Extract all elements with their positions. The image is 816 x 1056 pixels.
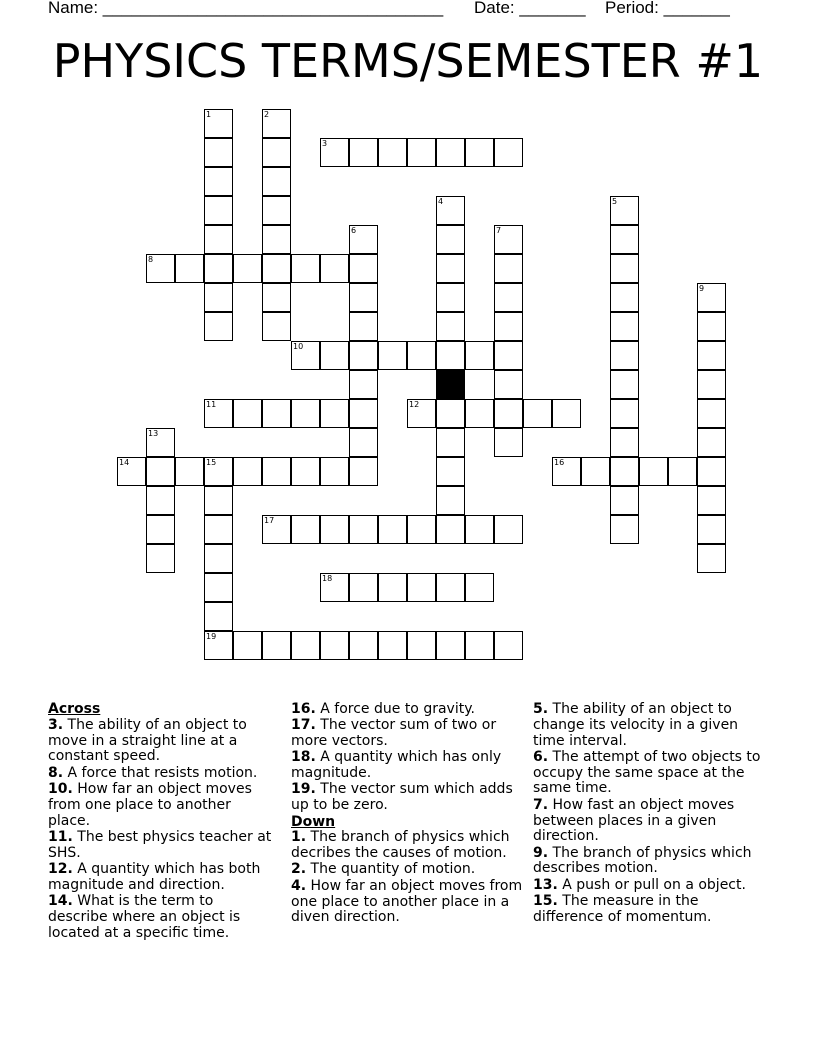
- crossword-cell[interactable]: [291, 254, 320, 283]
- crossword-cell[interactable]: [349, 254, 378, 283]
- clue-number: 12: [409, 400, 420, 409]
- clue-number: 9.: [533, 844, 549, 861]
- clues-column-2: [291, 702, 523, 927]
- crossword-cell[interactable]: [349, 138, 378, 167]
- crossword-cell[interactable]: [697, 486, 726, 515]
- clue-number: 5: [612, 197, 618, 206]
- crossword-cell[interactable]: [465, 138, 494, 167]
- crossword-cell[interactable]: [697, 457, 726, 486]
- clue-number: 14.: [48, 893, 73, 910]
- crossword-cell[interactable]: [146, 544, 175, 573]
- crossword-cell[interactable]: [320, 254, 349, 283]
- clue-number: 10.: [48, 780, 73, 797]
- crossword-cell[interactable]: [436, 283, 465, 312]
- down-clue: [291, 830, 523, 862]
- clue-number: 17: [264, 516, 275, 525]
- crossword-cell[interactable]: [436, 457, 465, 486]
- clue-number: 16.: [291, 701, 316, 717]
- crossword-cell[interactable]: [494, 138, 523, 167]
- clue-number: 1: [206, 110, 212, 119]
- date-field[interactable]: Date: _______: [474, 0, 586, 17]
- crossword-cell[interactable]: [494, 370, 523, 399]
- clue-text: A quantity which has both magnitude and direction.: [48, 860, 261, 893]
- down-clue: [291, 879, 523, 926]
- crossword-cell[interactable]: [378, 515, 407, 544]
- crossword-cell[interactable]: [204, 254, 233, 283]
- crossword-cell[interactable]: [262, 109, 291, 138]
- crossword-cell[interactable]: [204, 109, 233, 138]
- clue-number: 6.: [533, 748, 549, 765]
- clue-number: 11.: [48, 828, 73, 845]
- clue-number: 18: [322, 574, 333, 583]
- crossword-cell[interactable]: [494, 283, 523, 312]
- crossword-cell[interactable]: [378, 573, 407, 602]
- crossword-cell[interactable]: [204, 167, 233, 196]
- across-clue: [291, 702, 523, 718]
- crossword-cell[interactable]: [349, 457, 378, 486]
- clue-text: The branch of physics which describes motion.: [533, 844, 752, 877]
- crossword-cell[interactable]: [233, 457, 262, 486]
- crossword-cell[interactable]: [436, 631, 465, 660]
- clue-number: 18.: [291, 749, 316, 766]
- clue-number: 7: [496, 226, 502, 235]
- clue-text: The vector sum which adds up to be zero.: [291, 781, 513, 814]
- crossword-cell[interactable]: [349, 631, 378, 660]
- crossword-cell[interactable]: [262, 631, 291, 660]
- clue-text: A quantity which has only magnitude.: [291, 749, 502, 782]
- crossword-cell[interactable]: [291, 341, 320, 370]
- clue-number: 4.: [291, 877, 307, 894]
- crossword-cell[interactable]: [436, 428, 465, 457]
- crossword-cell[interactable]: [262, 399, 291, 428]
- clue-number: 4: [438, 197, 444, 206]
- down-clue: [533, 894, 773, 926]
- crossword-cell[interactable]: [146, 515, 175, 544]
- crossword-cell[interactable]: [262, 312, 291, 341]
- crossword-cell[interactable]: [262, 138, 291, 167]
- crossword-cell[interactable]: [465, 631, 494, 660]
- down-clue: [533, 750, 773, 797]
- across-clue-list: [48, 718, 273, 942]
- crossword-cell[interactable]: [320, 515, 349, 544]
- crossword-cell[interactable]: [610, 399, 639, 428]
- crossword-cell[interactable]: [320, 457, 349, 486]
- crossword-cell[interactable]: [697, 428, 726, 457]
- crossword-cell[interactable]: [204, 544, 233, 573]
- crossword-cell[interactable]: [262, 254, 291, 283]
- crossword-cell[interactable]: [146, 428, 175, 457]
- crossword-cell[interactable]: [610, 283, 639, 312]
- clue-text: A force due to gravity.: [315, 701, 475, 717]
- across-clue: [291, 718, 523, 750]
- crossword-cell[interactable]: [146, 457, 175, 486]
- clue-number: 3.: [48, 716, 64, 733]
- crossword-cell[interactable]: [117, 457, 146, 486]
- crossword-cell[interactable]: [349, 225, 378, 254]
- crossword-cell[interactable]: [494, 254, 523, 283]
- crossword-cell[interactable]: [204, 138, 233, 167]
- crossword-cell[interactable]: [175, 457, 204, 486]
- crossword-cell[interactable]: [233, 399, 262, 428]
- clue-text: The best physics teacher at SHS.: [48, 828, 272, 861]
- crossword-cell[interactable]: [349, 573, 378, 602]
- crossword-cell[interactable]: [436, 515, 465, 544]
- crossword-cell[interactable]: [378, 631, 407, 660]
- down-clue: [533, 702, 773, 749]
- clue-number: 5.: [533, 701, 549, 717]
- clue-number: 10: [293, 342, 304, 351]
- crossword-cell[interactable]: [320, 138, 349, 167]
- clue-number: 19.: [291, 781, 316, 798]
- crossword-cell[interactable]: [436, 138, 465, 167]
- clue-number: 8: [148, 255, 154, 264]
- clue-text: The quantity of motion.: [306, 861, 476, 878]
- crossword-cell[interactable]: [610, 312, 639, 341]
- clues-column-3: [533, 702, 773, 926]
- crossword-cell[interactable]: [552, 399, 581, 428]
- crossword-cell[interactable]: [175, 254, 204, 283]
- clue-number: 15: [206, 458, 217, 467]
- clue-number: 2: [264, 110, 270, 119]
- clue-number: 2.: [291, 861, 307, 878]
- across-clue: [48, 894, 273, 941]
- across-clue: [48, 782, 273, 829]
- black-square: [436, 370, 465, 399]
- crossword-cell[interactable]: [262, 196, 291, 225]
- crossword-cell[interactable]: [697, 515, 726, 544]
- across-clue: [48, 862, 273, 894]
- across-clue: [48, 830, 273, 862]
- crossword-cell[interactable]: [436, 341, 465, 370]
- clue-number: 12.: [48, 860, 73, 877]
- down-heading: Down: [291, 813, 336, 830]
- crossword-cell[interactable]: [378, 341, 407, 370]
- crossword-cell[interactable]: [465, 573, 494, 602]
- crossword-cell[interactable]: [146, 486, 175, 515]
- crossword-cell[interactable]: [494, 631, 523, 660]
- crossword-cell[interactable]: [349, 341, 378, 370]
- page-title: PHYSICS TERMS/SEMESTER #1: [52, 34, 764, 88]
- clue-text: The ability of an object to move in a straight line at a constant speed.: [48, 716, 247, 765]
- crossword-cell[interactable]: [378, 138, 407, 167]
- clue-text: The vector sum of two or more vectors.: [291, 717, 497, 750]
- crossword-cell[interactable]: [320, 399, 349, 428]
- crossword-cell[interactable]: [494, 341, 523, 370]
- clue-number: 11: [206, 400, 217, 409]
- crossword-cell[interactable]: [204, 457, 233, 486]
- clue-number: 19: [206, 632, 217, 641]
- crossword-cell[interactable]: [291, 631, 320, 660]
- crossword-cell[interactable]: [436, 225, 465, 254]
- crossword-cell[interactable]: [349, 283, 378, 312]
- crossword-cell[interactable]: [262, 457, 291, 486]
- crossword-cell[interactable]: [436, 399, 465, 428]
- crossword-cell[interactable]: [610, 254, 639, 283]
- down-clue: [533, 798, 773, 845]
- crossword-cell[interactable]: [204, 573, 233, 602]
- clue-number: 13.: [533, 876, 558, 893]
- crossword-cell[interactable]: [552, 457, 581, 486]
- across-clue: [48, 718, 273, 765]
- clues-column-1: [48, 702, 273, 942]
- crossword-cell[interactable]: [204, 283, 233, 312]
- crossword-cell[interactable]: [465, 399, 494, 428]
- clue-text: How fast an object moves between places in a given direction.: [533, 796, 735, 845]
- clue-number: 7.: [533, 796, 549, 813]
- crossword-cell[interactable]: [494, 428, 523, 457]
- crossword-cell[interactable]: [204, 515, 233, 544]
- period-field[interactable]: Period: _______: [605, 0, 730, 17]
- clue-text: The branch of physics which decribes the causes of motion.: [291, 829, 510, 862]
- crossword-cell[interactable]: [465, 341, 494, 370]
- crossword-cell[interactable]: [610, 370, 639, 399]
- crossword-cell[interactable]: [407, 631, 436, 660]
- crossword-cell[interactable]: [523, 399, 552, 428]
- clue-number: 8.: [48, 764, 64, 781]
- crossword-cell[interactable]: [320, 573, 349, 602]
- crossword-cell[interactable]: [610, 457, 639, 486]
- crossword-cell[interactable]: [349, 370, 378, 399]
- across-clue: [48, 766, 273, 782]
- crossword-cell[interactable]: [291, 399, 320, 428]
- crossword-cell[interactable]: [204, 312, 233, 341]
- crossword-cell[interactable]: [349, 428, 378, 457]
- crossword-cell[interactable]: [349, 312, 378, 341]
- crossword-cell[interactable]: [494, 312, 523, 341]
- down-clue: [291, 862, 523, 878]
- across-clue-list-continued: [291, 702, 523, 814]
- crossword-cell[interactable]: [436, 486, 465, 515]
- crossword-cell[interactable]: [436, 196, 465, 225]
- crossword-cell[interactable]: [697, 283, 726, 312]
- clue-text: How far an object moves from one place to another place.: [48, 780, 252, 829]
- crossword-cell[interactable]: [610, 196, 639, 225]
- crossword-cell[interactable]: [349, 515, 378, 544]
- crossword-cell[interactable]: [146, 254, 175, 283]
- clue-number: 14: [119, 458, 130, 467]
- crossword-cell[interactable]: [291, 457, 320, 486]
- clue-text: The measure in the difference of momentum.: [533, 893, 712, 925]
- crossword-cell[interactable]: [697, 312, 726, 341]
- crossword-cell[interactable]: [262, 167, 291, 196]
- crossword-cell[interactable]: [697, 544, 726, 573]
- across-heading: Across: [48, 701, 101, 717]
- crossword-cell[interactable]: [697, 399, 726, 428]
- crossword-cell[interactable]: [291, 515, 320, 544]
- name-field[interactable]: Name: ____________________________________: [48, 0, 444, 17]
- crossword-cell[interactable]: [610, 486, 639, 515]
- clue-text: A force that resists motion.: [63, 764, 258, 781]
- crossword-cell[interactable]: [204, 399, 233, 428]
- clue-number: 9: [699, 284, 705, 293]
- down-clue: [533, 878, 773, 894]
- clue-text: The ability of an object to change its velocity in a given time interval.: [533, 701, 739, 749]
- clue-number: 15.: [533, 893, 558, 910]
- crossword-cell[interactable]: [262, 515, 291, 544]
- clue-text: How far an object moves from one place to another place in a diven direction.: [291, 877, 523, 926]
- crossword-cell[interactable]: [494, 515, 523, 544]
- clue-text: What is the term to describe where an object is located at a specific time.: [48, 893, 241, 941]
- crossword-cell[interactable]: [204, 225, 233, 254]
- clue-number: 6: [351, 226, 357, 235]
- crossword-cell[interactable]: [494, 225, 523, 254]
- crossword-cell[interactable]: [233, 631, 262, 660]
- crossword-cell[interactable]: [436, 254, 465, 283]
- crossword-cell[interactable]: [320, 631, 349, 660]
- crossword-cell[interactable]: [204, 602, 233, 631]
- crossword-cell[interactable]: [262, 283, 291, 312]
- clue-number: 17.: [291, 717, 316, 734]
- clue-text: The attempt of two objects to occupy the same space at the same time.: [533, 748, 761, 797]
- clue-number: 16: [554, 458, 565, 467]
- crossword-cell[interactable]: [407, 515, 436, 544]
- crossword-cell[interactable]: [233, 254, 262, 283]
- crossword-cell[interactable]: [407, 399, 436, 428]
- crossword-cell[interactable]: [697, 370, 726, 399]
- crossword-cell[interactable]: [320, 341, 349, 370]
- clue-text: A push or pull on a object.: [557, 876, 746, 893]
- crossword-cell[interactable]: [610, 341, 639, 370]
- crossword-cell[interactable]: [610, 225, 639, 254]
- crossword-cell[interactable]: [204, 631, 233, 660]
- crossword-cell[interactable]: [697, 341, 726, 370]
- crossword-cell[interactable]: [581, 457, 610, 486]
- crossword-cell[interactable]: [407, 138, 436, 167]
- down-clue: [533, 846, 773, 878]
- crossword-cell[interactable]: [610, 428, 639, 457]
- crossword-cell[interactable]: [204, 486, 233, 515]
- crossword-cell[interactable]: [668, 457, 697, 486]
- crossword-cell[interactable]: [436, 573, 465, 602]
- clue-number: 3: [322, 139, 328, 148]
- clue-number: 1.: [291, 829, 307, 846]
- crossword-cell[interactable]: [407, 573, 436, 602]
- clue-number: 13: [148, 429, 159, 438]
- across-clue: [291, 750, 523, 782]
- crossword-cell[interactable]: [639, 457, 668, 486]
- crossword-cell[interactable]: [349, 399, 378, 428]
- down-clue-list-continued: [533, 702, 773, 926]
- crossword-cell[interactable]: [465, 515, 494, 544]
- across-clue: [291, 782, 523, 814]
- crossword-cell[interactable]: [610, 515, 639, 544]
- crossword-cell[interactable]: [204, 196, 233, 225]
- crossword-cell[interactable]: [494, 399, 523, 428]
- crossword-cell[interactable]: [436, 312, 465, 341]
- crossword-cell[interactable]: [262, 225, 291, 254]
- down-clue-list: [291, 830, 523, 926]
- crossword-cell[interactable]: [407, 341, 436, 370]
